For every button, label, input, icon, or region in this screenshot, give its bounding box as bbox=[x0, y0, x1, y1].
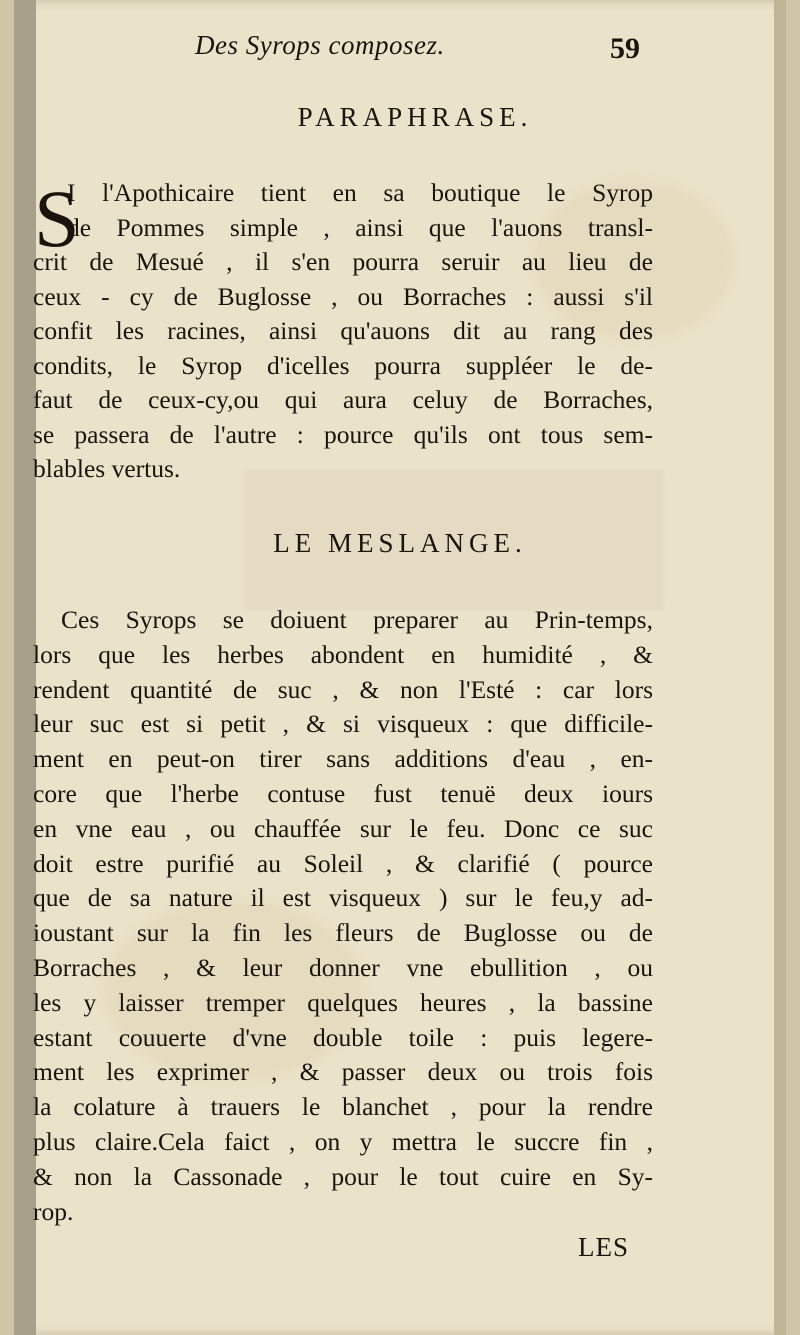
text-line: de Pommes simple , ainsi que l'auons transl- bbox=[67, 212, 653, 242]
text-line: blables vertus. bbox=[33, 454, 181, 483]
text-line: ceux - cy de Buglosse , ou Borraches : aussi s'il bbox=[33, 281, 653, 311]
text-line: Borraches , & leur donner vne ebullition , ou bbox=[33, 952, 653, 982]
text-line: faut de ceux-cy,ou qui aura celuy de Borraches, bbox=[33, 385, 653, 414]
text-line: condits, le Syrop d'icelles pourra suppléer le de- bbox=[33, 350, 653, 380]
text-line: ment les exprimer , & passer deux ou trois fois bbox=[33, 1057, 653, 1087]
catchword: LES bbox=[578, 1232, 630, 1262]
text-line: Ces Syrops se doiuent preparer au Prin-temps, bbox=[61, 605, 653, 634]
text-line: plus claire.Cela faict , on y mettra le succre fin , bbox=[33, 1126, 653, 1156]
text-line: & non la Cassonade , pour le tout cuire en Sy- bbox=[33, 1161, 653, 1191]
text-line: ment en peut-on tirer sans additions d'eau , en- bbox=[33, 744, 653, 774]
page-edge-shadow bbox=[774, 0, 786, 1335]
text-line: estant couuerte d'vne double toile : puis legere- bbox=[33, 1022, 653, 1052]
text-line: I l'Apothicaire tient en sa boutique le Syrop bbox=[67, 178, 653, 207]
text-line: que de sa nature il est visqueux ) sur le feu,y ad- bbox=[33, 883, 653, 913]
page-number: 59 bbox=[610, 32, 640, 65]
section-heading-meslange: LE MESLANGE. bbox=[273, 528, 527, 558]
text-line: core que l'herbe contuse fust tenuë deux iours bbox=[33, 778, 653, 808]
text-line: les y laisser tremper quelques heures , la bassine bbox=[33, 987, 653, 1017]
paraphrase-paragraph bbox=[33, 173, 653, 487]
text-line: rendent quantité de suc , & non l'Esté : car lors bbox=[33, 674, 653, 704]
text-line: doit estre purifié au Soleil , & clarifié ( pource bbox=[33, 848, 653, 878]
text-line: rop. bbox=[33, 1196, 74, 1226]
meslange-paragraph bbox=[33, 603, 653, 1229]
section-heading-paraphrase: PARAPHRASE. bbox=[297, 102, 533, 132]
text-line: crit de Mesué , il s'en pourra seruir au lieu de bbox=[33, 247, 653, 276]
running-head: Des Syrops composez. bbox=[195, 30, 445, 60]
drop-cap-initial: S bbox=[34, 173, 80, 264]
text-line: ioustant sur la fin les fleurs de Buglosse ou de bbox=[33, 918, 653, 948]
text-line: confit les racines, ainsi qu'auons dit au rang des bbox=[33, 316, 653, 345]
text-line: la colature à trauers le blanchet , pour la rendre bbox=[33, 1092, 653, 1122]
text-line: lors que les herbes abondent en humidité , & bbox=[33, 639, 653, 669]
text-line: se passera de l'autre : pource qu'ils ont tous sem- bbox=[33, 419, 653, 449]
text-line: en vne eau , ou chauffée sur le feu. Donc ce suc bbox=[33, 813, 653, 843]
text-line: leur suc est si petit , & si visqueux : que difficile- bbox=[33, 709, 653, 739]
